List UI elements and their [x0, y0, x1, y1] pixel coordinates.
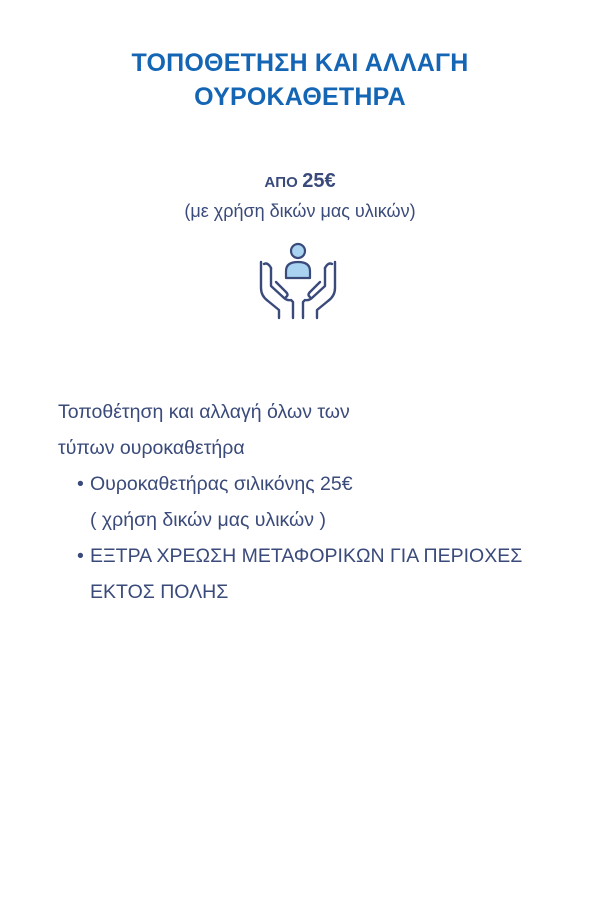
price-line: [0, 168, 600, 196]
hands-holding-person-icon: [257, 240, 339, 320]
description-line-2: τύπων ουροκαθετήρα: [58, 437, 245, 459]
bullet-marker: •: [77, 473, 84, 495]
list-item-main-text: Ουροκαθετήρας σιλικόνης 25€: [90, 473, 353, 495]
page-title: [0, 46, 600, 114]
price-note: (με χρήση δικών μας υλικών): [184, 201, 416, 221]
list-item-main-text: ΕΞΤΡΑ ΧΡΕΩΣΗ ΜΕΤΑΦΟΡΙΚΩΝ ΓΙΑ ΠΕΡΙΟΧΕΣ: [90, 545, 523, 567]
bullet-marker: •: [77, 545, 84, 567]
price-amount: 25€: [302, 170, 336, 192]
price-prefix: ΑΠΟ: [264, 174, 298, 191]
list-item-silicone-catheter: [58, 466, 578, 538]
page-title-line-1: ΤΟΠΟΘΕΤΗΣΗ ΚΑΙ ΑΛΛΑΓΗ: [131, 49, 469, 77]
list-item-extra-charge: [58, 538, 578, 610]
service-description: [58, 394, 578, 610]
page-title-line-2: ΟΥΡΟΚΑΘΕΤΗΡΑ: [194, 83, 406, 111]
description-line-1: Τοποθέτηση και αλλαγή όλων των: [58, 401, 350, 423]
service-bullet-list: [58, 466, 578, 610]
list-item-sub-text: ΕΚΤΟΣ ΠΟΛΗΣ: [90, 581, 229, 603]
list-item-sub-text: ( χρήση δικών μας υλικών ): [90, 509, 326, 531]
